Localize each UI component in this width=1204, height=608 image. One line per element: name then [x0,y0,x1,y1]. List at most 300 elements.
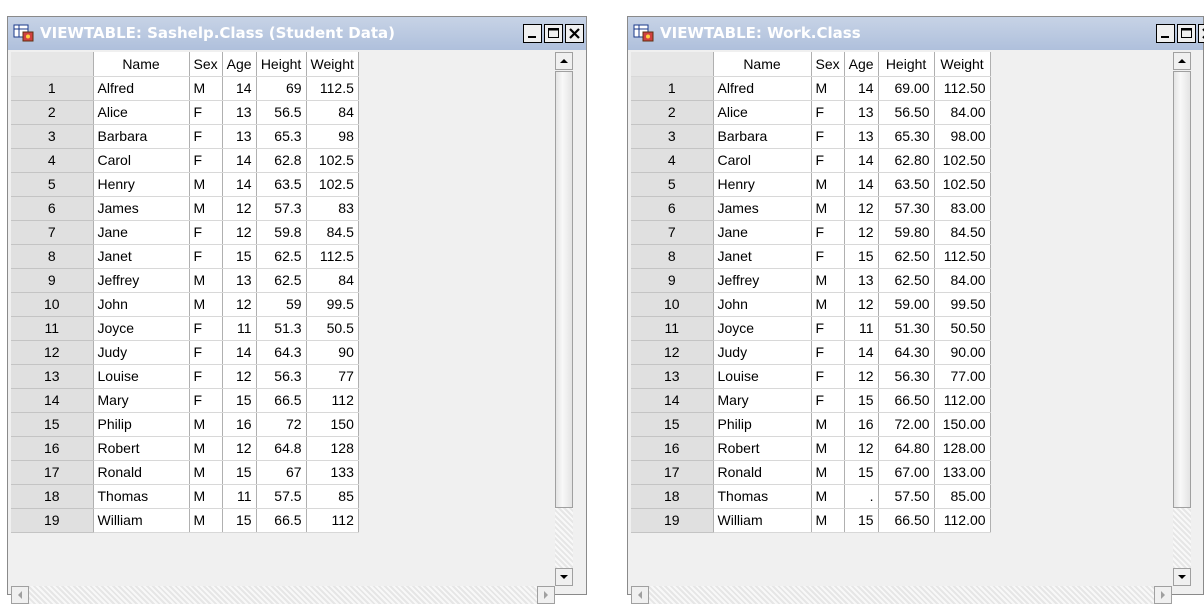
row-number-cell[interactable]: 19 [631,508,713,532]
age-cell[interactable]: 13 [222,268,256,292]
row-number-cell[interactable]: 7 [11,220,93,244]
name-cell[interactable]: Robert [713,436,811,460]
row-number-cell[interactable]: 1 [631,76,713,100]
sex-cell[interactable]: M [189,196,222,220]
table-row[interactable] [11,412,358,436]
age-cell[interactable]: 14 [222,340,256,364]
age-cell[interactable]: 12 [844,292,878,316]
age-cell[interactable]: 15 [222,460,256,484]
name-cell[interactable]: James [713,196,811,220]
maximize-button[interactable] [544,24,563,43]
table-row[interactable] [631,508,990,532]
sex-cell[interactable]: F [811,220,844,244]
weight-cell[interactable]: 112.50 [934,76,990,100]
height-cell[interactable]: 56.30 [878,364,934,388]
age-cell[interactable]: 11 [222,316,256,340]
height-cell[interactable]: 66.5 [256,388,306,412]
weight-cell[interactable]: 85 [306,484,358,508]
row-number-cell[interactable]: 10 [631,292,713,316]
row-number-cell[interactable]: 3 [631,124,713,148]
weight-cell[interactable]: 84.50 [934,220,990,244]
row-number-cell[interactable]: 4 [11,148,93,172]
age-cell[interactable]: 12 [844,196,878,220]
height-cell[interactable]: 65.30 [878,124,934,148]
sex-cell[interactable]: F [189,124,222,148]
height-cell[interactable]: 56.50 [878,100,934,124]
age-cell[interactable]: 15 [222,388,256,412]
vertical-scroll-track[interactable] [1173,508,1191,568]
sex-cell[interactable]: M [189,460,222,484]
weight-cell[interactable]: 112.5 [306,244,358,268]
weight-cell[interactable]: 102.5 [306,172,358,196]
weight-cell[interactable]: 90 [306,340,358,364]
table-row[interactable] [631,436,990,460]
weight-cell[interactable]: 112.00 [934,388,990,412]
table-row[interactable] [11,484,358,508]
age-cell[interactable]: 14 [222,76,256,100]
weight-cell[interactable]: 150.00 [934,412,990,436]
column-header-age[interactable]: Age [844,52,878,76]
table-row[interactable] [11,460,358,484]
sex-cell[interactable]: M [811,268,844,292]
name-cell[interactable]: Philip [93,412,189,436]
row-number-cell[interactable]: 2 [11,100,93,124]
age-cell[interactable]: 11 [844,316,878,340]
height-cell[interactable]: 72.00 [878,412,934,436]
age-cell[interactable]: 12 [222,292,256,316]
table-row[interactable] [631,364,990,388]
table-row[interactable] [11,148,358,172]
height-cell[interactable]: 59.80 [878,220,934,244]
weight-cell[interactable]: 84 [306,268,358,292]
sex-cell[interactable]: M [189,508,222,532]
sex-cell[interactable]: F [811,316,844,340]
weight-cell[interactable]: 112.5 [306,76,358,100]
scroll-down-button[interactable] [555,568,573,586]
row-number-cell[interactable]: 17 [11,460,93,484]
height-cell[interactable]: 59 [256,292,306,316]
age-cell[interactable]: 14 [844,76,878,100]
height-cell[interactable]: 62.5 [256,268,306,292]
weight-cell[interactable]: 112.00 [934,508,990,532]
table-row[interactable] [631,316,990,340]
height-cell[interactable]: 62.8 [256,148,306,172]
name-cell[interactable]: Philip [713,412,811,436]
name-cell[interactable]: Joyce [93,316,189,340]
weight-cell[interactable]: 128.00 [934,436,990,460]
table-row[interactable] [11,292,358,316]
row-number-cell[interactable]: 4 [631,148,713,172]
age-cell[interactable]: 13 [844,268,878,292]
weight-cell[interactable]: 112.50 [934,244,990,268]
weight-cell[interactable]: 133 [306,460,358,484]
column-header-sex[interactable]: Sex [189,52,222,76]
age-cell[interactable]: . [844,484,878,508]
column-header-height[interactable]: Height [878,52,934,76]
sex-cell[interactable]: M [811,460,844,484]
table-row[interactable] [631,292,990,316]
age-cell[interactable]: 12 [844,220,878,244]
name-cell[interactable]: Alfred [713,76,811,100]
sex-cell[interactable]: M [811,484,844,508]
scroll-right-button[interactable] [1154,586,1172,604]
sex-cell[interactable]: M [189,172,222,196]
name-cell[interactable]: Barbara [93,124,189,148]
name-cell[interactable]: Jane [713,220,811,244]
sex-cell[interactable]: M [189,268,222,292]
age-cell[interactable]: 15 [844,244,878,268]
height-cell[interactable]: 62.50 [878,244,934,268]
scroll-down-button[interactable] [1173,568,1191,586]
row-number-cell[interactable]: 12 [631,340,713,364]
vertical-scroll-track[interactable] [555,508,573,568]
age-cell[interactable]: 14 [844,148,878,172]
height-cell[interactable]: 66.50 [878,388,934,412]
minimize-button[interactable] [1156,24,1175,43]
row-number-cell[interactable]: 5 [11,172,93,196]
table-row[interactable] [11,508,358,532]
name-cell[interactable]: Jeffrey [713,268,811,292]
table-row[interactable] [631,148,990,172]
table-row[interactable] [11,100,358,124]
row-number-cell[interactable]: 3 [11,124,93,148]
age-cell[interactable]: 13 [844,100,878,124]
height-cell[interactable]: 69.00 [878,76,934,100]
table-row[interactable] [631,460,990,484]
sex-cell[interactable]: M [189,292,222,316]
height-cell[interactable]: 64.3 [256,340,306,364]
weight-cell[interactable]: 99.5 [306,292,358,316]
weight-cell[interactable]: 83.00 [934,196,990,220]
table-row[interactable] [631,124,990,148]
table-row[interactable] [11,76,358,100]
age-cell[interactable]: 15 [844,508,878,532]
weight-cell[interactable]: 77 [306,364,358,388]
sex-cell[interactable]: M [811,508,844,532]
weight-cell[interactable]: 50.50 [934,316,990,340]
horizontal-scrollbar[interactable] [631,586,1172,604]
maximize-button[interactable] [1177,24,1196,43]
row-number-cell[interactable]: 11 [11,316,93,340]
row-number-cell[interactable]: 6 [631,196,713,220]
name-cell[interactable]: Ronald [93,460,189,484]
age-cell[interactable]: 13 [222,124,256,148]
table-row[interactable] [11,340,358,364]
weight-cell[interactable]: 98 [306,124,358,148]
name-cell[interactable]: Carol [93,148,189,172]
name-cell[interactable]: Janet [713,244,811,268]
age-cell[interactable]: 14 [844,172,878,196]
name-cell[interactable]: Barbara [713,124,811,148]
age-cell[interactable]: 12 [222,364,256,388]
sex-cell[interactable]: F [811,124,844,148]
weight-cell[interactable]: 90.00 [934,340,990,364]
weight-cell[interactable]: 98.00 [934,124,990,148]
sex-cell[interactable]: F [189,316,222,340]
height-cell[interactable]: 69 [256,76,306,100]
height-cell[interactable]: 51.3 [256,316,306,340]
table-row[interactable] [11,172,358,196]
table-row[interactable] [11,316,358,340]
height-cell[interactable]: 56.5 [256,100,306,124]
weight-cell[interactable]: 84 [306,100,358,124]
name-cell[interactable]: Mary [713,388,811,412]
weight-cell[interactable]: 84.5 [306,220,358,244]
sex-cell[interactable]: F [189,148,222,172]
table-row[interactable] [631,100,990,124]
table-row[interactable] [11,124,358,148]
height-cell[interactable]: 62.80 [878,148,934,172]
name-cell[interactable]: William [713,508,811,532]
row-number-cell[interactable]: 8 [631,244,713,268]
column-header-sex[interactable]: Sex [811,52,844,76]
column-header-age[interactable]: Age [222,52,256,76]
weight-cell[interactable]: 133.00 [934,460,990,484]
corner-cell[interactable] [11,52,93,76]
name-cell[interactable]: Alfred [93,76,189,100]
weight-cell[interactable]: 102.50 [934,148,990,172]
viewtable-window-sashelp-class[interactable] [7,16,587,595]
weight-cell[interactable]: 128 [306,436,358,460]
table-row[interactable] [631,412,990,436]
weight-cell[interactable]: 85.00 [934,484,990,508]
sex-cell[interactable]: M [189,76,222,100]
height-cell[interactable]: 64.8 [256,436,306,460]
height-cell[interactable]: 65.3 [256,124,306,148]
age-cell[interactable]: 12 [844,364,878,388]
row-number-cell[interactable]: 18 [11,484,93,508]
age-cell[interactable]: 12 [222,220,256,244]
vertical-scroll-thumb[interactable] [1173,71,1191,508]
name-cell[interactable]: William [93,508,189,532]
age-cell[interactable]: 16 [844,412,878,436]
column-header-name[interactable]: Name [93,52,189,76]
vertical-scrollbar[interactable] [555,52,573,587]
name-cell[interactable]: Jeffrey [93,268,189,292]
height-cell[interactable]: 62.50 [878,268,934,292]
sex-cell[interactable]: F [811,364,844,388]
height-cell[interactable]: 51.30 [878,316,934,340]
row-number-cell[interactable]: 10 [11,292,93,316]
height-cell[interactable]: 57.30 [878,196,934,220]
height-cell[interactable]: 63.5 [256,172,306,196]
sex-cell[interactable]: F [189,220,222,244]
sex-cell[interactable]: M [811,292,844,316]
name-cell[interactable]: Janet [93,244,189,268]
table-row[interactable] [11,388,358,412]
minimize-button[interactable] [523,24,542,43]
row-number-cell[interactable]: 15 [631,412,713,436]
name-cell[interactable]: Louise [93,364,189,388]
name-cell[interactable]: Robert [93,436,189,460]
table-row[interactable] [631,196,990,220]
sex-cell[interactable]: F [189,388,222,412]
sex-cell[interactable]: M [189,484,222,508]
age-cell[interactable]: 14 [222,148,256,172]
row-number-cell[interactable]: 13 [11,364,93,388]
table-row[interactable] [631,340,990,364]
name-cell[interactable]: Mary [93,388,189,412]
sex-cell[interactable]: F [189,340,222,364]
table-row[interactable] [631,484,990,508]
height-cell[interactable]: 64.80 [878,436,934,460]
sex-cell[interactable]: F [189,100,222,124]
row-number-cell[interactable]: 13 [631,364,713,388]
name-cell[interactable]: James [93,196,189,220]
age-cell[interactable]: 14 [844,340,878,364]
sex-cell[interactable]: F [811,340,844,364]
age-cell[interactable]: 15 [222,244,256,268]
sex-cell[interactable]: M [811,436,844,460]
height-cell[interactable]: 57.5 [256,484,306,508]
column-header-weight[interactable]: Weight [306,52,358,76]
table-row[interactable] [631,76,990,100]
sex-cell[interactable]: M [811,76,844,100]
name-cell[interactable]: Ronald [713,460,811,484]
sex-cell[interactable]: M [189,412,222,436]
age-cell[interactable]: 12 [844,436,878,460]
name-cell[interactable]: Henry [93,172,189,196]
weight-cell[interactable]: 84.00 [934,268,990,292]
age-cell[interactable]: 16 [222,412,256,436]
row-number-cell[interactable]: 11 [631,316,713,340]
column-header-weight[interactable]: Weight [934,52,990,76]
vertical-scroll-thumb[interactable] [555,71,573,508]
row-number-cell[interactable]: 5 [631,172,713,196]
name-cell[interactable]: Thomas [93,484,189,508]
sex-cell[interactable]: F [189,364,222,388]
height-cell[interactable]: 59.00 [878,292,934,316]
sex-cell[interactable]: M [189,436,222,460]
age-cell[interactable]: 12 [222,196,256,220]
table-row[interactable] [11,268,358,292]
scroll-right-button[interactable] [537,586,555,604]
table-row[interactable] [11,220,358,244]
sex-cell[interactable]: F [811,100,844,124]
row-number-cell[interactable]: 18 [631,484,713,508]
row-number-cell[interactable]: 1 [11,76,93,100]
sex-cell[interactable]: M [811,172,844,196]
row-number-cell[interactable]: 9 [631,268,713,292]
height-cell[interactable]: 72 [256,412,306,436]
age-cell[interactable]: 11 [222,484,256,508]
height-cell[interactable]: 63.50 [878,172,934,196]
scroll-up-button[interactable] [555,52,573,70]
horizontal-scrollbar[interactable] [11,586,555,604]
height-cell[interactable]: 67.00 [878,460,934,484]
table-row[interactable] [631,244,990,268]
sex-cell[interactable]: M [811,196,844,220]
name-cell[interactable]: John [713,292,811,316]
height-cell[interactable]: 67 [256,460,306,484]
age-cell[interactable]: 15 [844,388,878,412]
weight-cell[interactable]: 50.5 [306,316,358,340]
height-cell[interactable]: 59.8 [256,220,306,244]
table-row[interactable] [11,244,358,268]
weight-cell[interactable]: 150 [306,412,358,436]
close-button[interactable] [565,24,584,43]
vertical-scrollbar[interactable] [1173,52,1191,587]
table-row[interactable] [11,196,358,220]
row-number-cell[interactable]: 14 [631,388,713,412]
name-cell[interactable]: Judy [713,340,811,364]
table-row[interactable] [631,388,990,412]
age-cell[interactable]: 15 [222,508,256,532]
window-titlebar[interactable] [8,17,586,50]
height-cell[interactable]: 57.3 [256,196,306,220]
name-cell[interactable]: Thomas [713,484,811,508]
corner-cell[interactable] [631,52,713,76]
row-number-cell[interactable]: 6 [11,196,93,220]
weight-cell[interactable]: 84.00 [934,100,990,124]
sex-cell[interactable]: F [811,388,844,412]
name-cell[interactable]: John [93,292,189,316]
scroll-up-button[interactable] [1173,52,1191,70]
age-cell[interactable]: 13 [222,100,256,124]
name-cell[interactable]: Judy [93,340,189,364]
name-cell[interactable]: Louise [713,364,811,388]
height-cell[interactable]: 64.30 [878,340,934,364]
weight-cell[interactable]: 83 [306,196,358,220]
age-cell[interactable]: 12 [222,436,256,460]
age-cell[interactable]: 14 [222,172,256,196]
table-row[interactable] [631,220,990,244]
window-titlebar[interactable] [628,17,1203,50]
weight-cell[interactable]: 77.00 [934,364,990,388]
weight-cell[interactable]: 102.5 [306,148,358,172]
table-row[interactable] [11,436,358,460]
name-cell[interactable]: Carol [713,148,811,172]
sex-cell[interactable]: F [811,244,844,268]
name-cell[interactable]: Alice [713,100,811,124]
age-cell[interactable]: 15 [844,460,878,484]
row-number-cell[interactable]: 8 [11,244,93,268]
row-number-cell[interactable]: 14 [11,388,93,412]
age-cell[interactable]: 13 [844,124,878,148]
height-cell[interactable]: 62.5 [256,244,306,268]
height-cell[interactable]: 66.50 [878,508,934,532]
row-number-cell[interactable]: 12 [11,340,93,364]
sex-cell[interactable]: M [811,412,844,436]
row-number-cell[interactable]: 15 [11,412,93,436]
sex-cell[interactable]: F [189,244,222,268]
weight-cell[interactable]: 112 [306,388,358,412]
row-number-cell[interactable]: 2 [631,100,713,124]
weight-cell[interactable]: 102.50 [934,172,990,196]
name-cell[interactable]: Joyce [713,316,811,340]
row-number-cell[interactable]: 16 [11,436,93,460]
table-row[interactable] [631,172,990,196]
row-number-cell[interactable]: 16 [631,436,713,460]
close-button[interactable] [1198,24,1204,43]
sex-cell[interactable]: F [811,148,844,172]
scroll-left-button[interactable] [11,586,29,604]
height-cell[interactable]: 56.3 [256,364,306,388]
name-cell[interactable]: Henry [713,172,811,196]
height-cell[interactable]: 66.5 [256,508,306,532]
row-number-cell[interactable]: 7 [631,220,713,244]
scroll-left-button[interactable] [631,586,649,604]
column-header-name[interactable]: Name [713,52,811,76]
row-number-cell[interactable]: 9 [11,268,93,292]
viewtable-window-work-class[interactable] [627,16,1204,595]
table-row[interactable] [11,364,358,388]
name-cell[interactable]: Jane [93,220,189,244]
row-number-cell[interactable]: 19 [11,508,93,532]
name-cell[interactable]: Alice [93,100,189,124]
height-cell[interactable]: 57.50 [878,484,934,508]
weight-cell[interactable]: 99.50 [934,292,990,316]
